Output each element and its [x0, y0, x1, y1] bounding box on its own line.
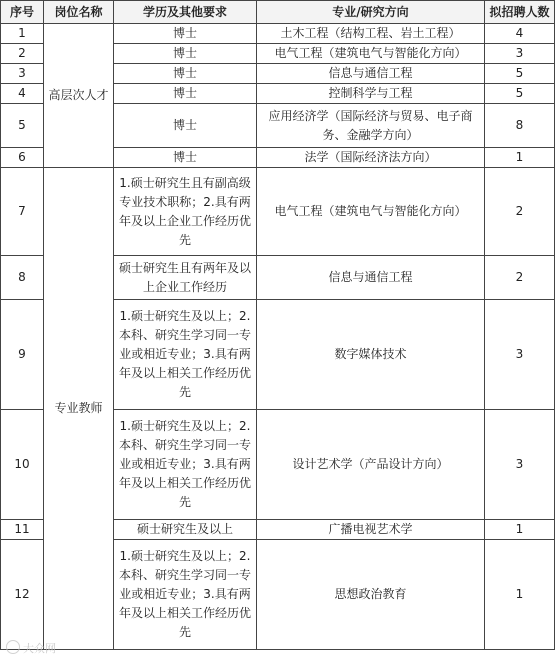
cell-count: 3: [485, 410, 555, 520]
cell-count: 3: [485, 44, 555, 64]
cell-major: 控制科学与工程: [257, 84, 485, 104]
cell-requirement: 博士: [114, 44, 257, 64]
cell-no: 6: [1, 148, 44, 168]
cell-no: 2: [1, 44, 44, 64]
cell-major: 数字媒体技术: [257, 300, 485, 410]
cell-count: 1: [485, 540, 555, 650]
cell-major: 广播电视艺术学: [257, 520, 485, 540]
cell-no: 11: [1, 520, 44, 540]
cell-count: 8: [485, 104, 555, 148]
cell-requirement: 博士: [114, 148, 257, 168]
cell-requirement: 1.硕士研究生及以上；2.本科、研究生学习同一专业或相近专业；3.具有两年及以上相关工作经历优先: [114, 540, 257, 650]
cell-major: 设计艺术学（产品设计方向）: [257, 410, 485, 520]
cell-major: 电气工程（建筑电气与智能化方向）: [257, 168, 485, 256]
cell-requirement: 1.硕士研究生且有副高级专业技术职称；2.具有两年及以上企业工作经历优先: [114, 168, 257, 256]
cell-major: 电气工程（建筑电气与智能化方向）: [257, 44, 485, 64]
cell-major: 法学（国际经济法方向）: [257, 148, 485, 168]
cell-no: 12: [1, 540, 44, 650]
cell-no: 3: [1, 64, 44, 84]
cell-count: 5: [485, 84, 555, 104]
cell-count: 1: [485, 520, 555, 540]
cell-position-group: 专业教师: [44, 168, 114, 650]
cell-requirement: 博士: [114, 84, 257, 104]
header-requirement: 学历及其他要求: [114, 1, 257, 24]
cell-no: 9: [1, 300, 44, 410]
cell-count: 2: [485, 256, 555, 300]
cell-requirement: 博士: [114, 104, 257, 148]
cell-requirement: 博士: [114, 64, 257, 84]
cell-count: 5: [485, 64, 555, 84]
cell-major: 思想政治教育: [257, 540, 485, 650]
cell-requirement: 1.硕士研究生及以上；2.本科、研究生学习同一专业或相近专业；3.具有两年及以上相关工作经历优先: [114, 300, 257, 410]
cell-no: 10: [1, 410, 44, 520]
header-row: [1, 1, 555, 24]
watermark-logo-icon: [6, 640, 20, 654]
header-position: 岗位名称: [44, 1, 114, 24]
cell-major: 土木工程（结构工程、岩土工程）: [257, 24, 485, 44]
table-row: [1, 168, 555, 256]
cell-major: 信息与通信工程: [257, 256, 485, 300]
cell-requirement: 硕士研究生及以上: [114, 520, 257, 540]
cell-major: 信息与通信工程: [257, 64, 485, 84]
cell-no: 1: [1, 24, 44, 44]
watermark: [6, 640, 56, 656]
header-count: 拟招聘人数: [485, 1, 555, 24]
watermark-text: 大众网: [23, 642, 56, 655]
header-major: 专业/研究方向: [257, 1, 485, 24]
cell-requirement: 1.硕士研究生及以上；2.本科、研究生学习同一专业或相近专业；3.具有两年及以上相关工作经历优先: [114, 410, 257, 520]
cell-count: 1: [485, 148, 555, 168]
cell-no: 5: [1, 104, 44, 148]
table-row: [1, 24, 555, 44]
cell-count: 2: [485, 168, 555, 256]
cell-position-group: 高层次人才: [44, 24, 114, 168]
cell-count: 4: [485, 24, 555, 44]
cell-major: 应用经济学（国际经济与贸易、电子商务、金融学方向）: [257, 104, 485, 148]
cell-no: 7: [1, 168, 44, 256]
cell-requirement: 博士: [114, 24, 257, 44]
cell-requirement: 硕士研究生且有两年及以上企业工作经历: [114, 256, 257, 300]
header-no: 序号: [1, 1, 44, 24]
cell-no: 4: [1, 84, 44, 104]
cell-no: 8: [1, 256, 44, 300]
cell-count: 3: [485, 300, 555, 410]
